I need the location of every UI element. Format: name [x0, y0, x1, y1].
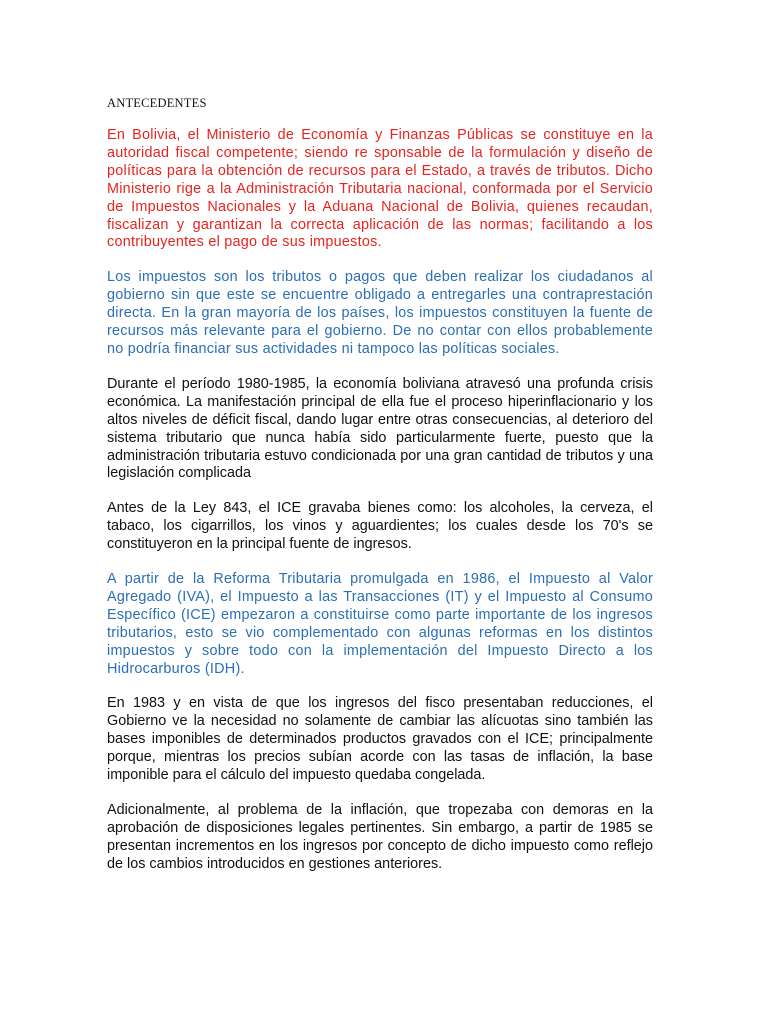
paragraph-adicionalmente: Adicionalmente, al problema de la inflación, que tropezaba con demoras en la aprobación de disposiciones legales pertinentes. Sin embargo, a partir de 1985 se presentan incrementos en los ingresos por concepto de dicho impuesto como reflejo de los cambios introducidos en gestiones anteriores. [107, 802, 653, 872]
paragraph-ministerio: En Bolivia, el Ministerio de Economía y Finanzas Públicas se constituye en la autoridad fiscal competente; siendo re sponsable de la formulación y diseño de políticas para la obtención de recursos para el Estado, a través de tributos. Dicho Ministerio rige a la Administración Tributaria nacional, conformada por el Servicio de Impuestos Nacionales y la Aduana Nacional de Bolivia, quienes recaudan, fiscalizan y garantizan la correcta aplicación de las normas; facilitando a los contribuyentes el pago de sus impuestos. [107, 127, 653, 251]
paragraph-1983: En 1983 y en vista de que los ingresos del fisco presentaban reducciones, el Gobierno ve la necesidad no solamente de cambiar las alícuotas sino también las bases imponibles de determinados productos gravados con el ICE; principalmente porque, mientras los precios subían acorde con las tasas de inflación, la base imponible para el cálculo del impuesto quedaba congelada. [107, 695, 653, 784]
paragraph-reforma: A partir de la Reforma Tributaria promulgada en 1986, el Impuesto al Valor Agregado (IVA), el Impuesto a las Transacciones (IT) y el Impuesto al Consumo Específico (ICE) empezaron a constituirse como parte importante de los ingresos tributarios, esto se vio complementado con algunas reformas en los distintos impuestos y sobre todo con la implementación del Impuesto Directo a los Hidrocarburos (IDH). [107, 571, 653, 677]
paragraph-ley-843: Antes de la Ley 843, el ICE gravaba bienes como: los alcoholes, la cerveza, el tabaco, los cigarrillos, los vinos y aguardientes; los cuales desde los 70's se constituyeron en la principal fuente de ingresos. [107, 500, 653, 553]
document-page [107, 96, 653, 891]
paragraph-impuestos: Los impuestos son los tributos o pagos que deben realizar los ciudadanos al gobierno sin que este se encuentre obligado a entregarles una contraprestación directa. En la gran mayoría de los países, los impuestos constituyen la fuente de recursos más relevante para el gobierno. De no contar con ellos probablemente no podría financiar sus actividades ni tampoco las políticas sociales. [107, 269, 653, 357]
section-heading: ANTECEDENTES [107, 96, 207, 110]
paragraph-crisis: Durante el período 1980-1985, la economía boliviana atravesó una profunda crisis económica. La manifestación principal de ella fue el proceso hiperinflacionario y los altos niveles de déficit fiscal, dando lugar entre otras consecuencias, al deterioro del sistema tributario que nunca había sido particularmente fuerte, puesto que la administración tributaria estuvo condicionada por una gran cantidad de tributos y una legislación complicada [107, 375, 653, 482]
